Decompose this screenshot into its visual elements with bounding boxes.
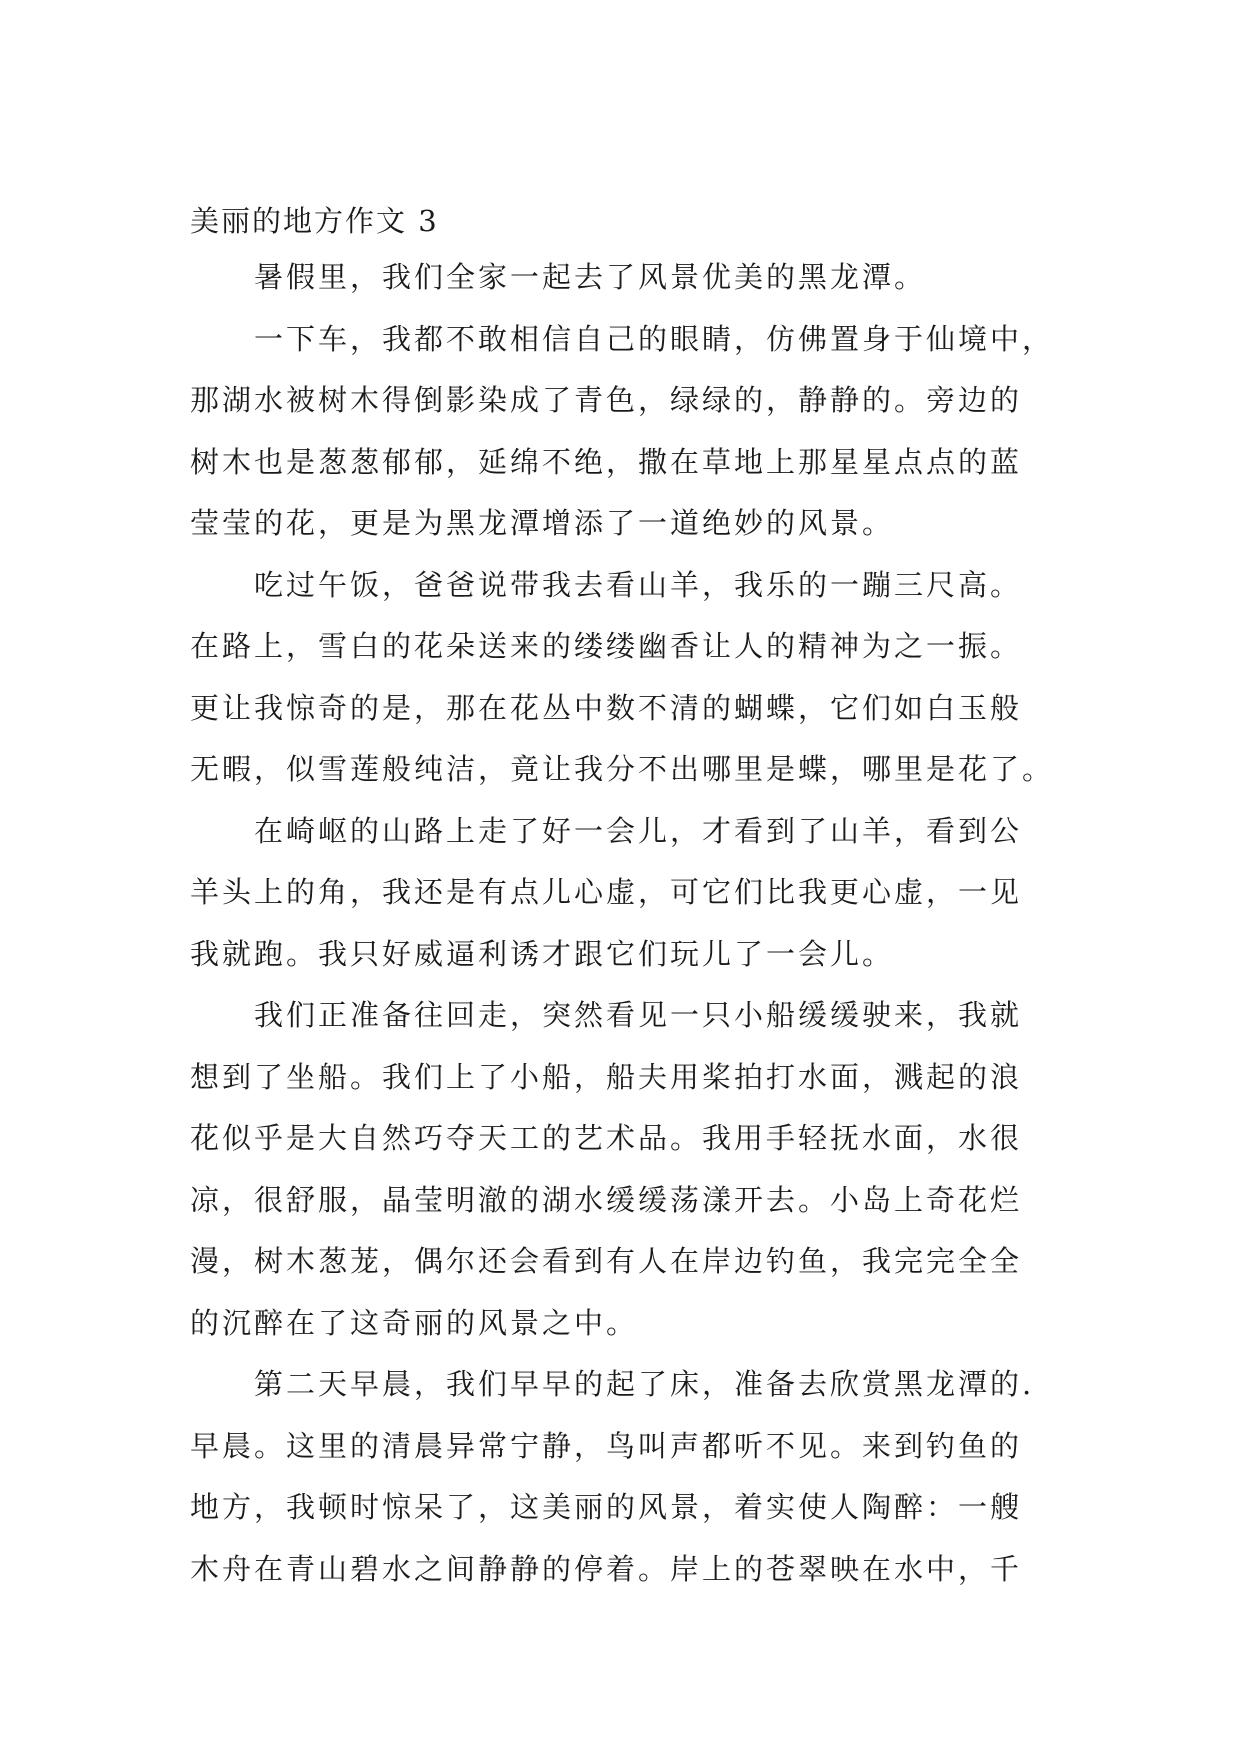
paragraph-line: 一下车，我都不敢相信自己的眼睛，仿佛置身于仙境中， — [190, 321, 1055, 356]
paragraph-line: 第二天早晨，我们早早的起了床，准备去欣赏黑龙潭的. — [190, 1367, 1035, 1401]
paragraph-line: 在崎岖的山路上走了好一会儿，才看到了山羊，看到公 — [190, 813, 1023, 848]
paragraph-line: 早晨。这里的清晨异常宁静，鸟叫声都听不见。来到钓鱼的 — [190, 1428, 1023, 1463]
paragraph-line: 木舟在青山碧水之间静静的停着。岸上的苍翠映在水中，千 — [190, 1551, 1023, 1586]
paragraph-line: 想到了坐船。我们上了小船，船夫用桨拍打水面，溅起的浪 — [190, 1059, 1023, 1094]
essay-body — [190, 200, 1055, 1600]
paragraph-line: 漫，树木葱茏，偶尔还会看到有人在岸边钓鱼，我完完全全 — [190, 1244, 1023, 1278]
paragraph-line: 我们正准备往回走，突然看见一只小船缓缓驶来，我就 — [190, 998, 1023, 1032]
paragraph-line: 羊头上的角，我还是有点儿心虚，可它们比我更心虚，一见 — [190, 875, 1023, 909]
paragraph-line: 暑假里，我们全家一起去了风景优美的黑龙潭。 — [190, 260, 927, 294]
paragraph-line: 树木也是葱葱郁郁，延绵不绝，撒在草地上那星星点点的蓝 — [190, 444, 1023, 479]
essay-title: 美丽的地方作文 3 — [190, 204, 439, 238]
paragraph-line: 我就跑。我只好威逼利诱才跟它们玩儿了一会儿。 — [190, 936, 895, 971]
paragraph-line: 凉，很舒服，晶莹明澈的湖水缓缓荡漾开去。小岛上奇花烂 — [190, 1182, 1023, 1217]
paragraph-line: 的沉醉在了这奇丽的风景之中。 — [190, 1305, 639, 1340]
paragraph-line: 地方，我顿时惊呆了，这美丽的风景，着实使人陶醉：一艘 — [190, 1490, 1023, 1524]
paragraph-line: 那湖水被树木得倒影染成了青色，绿绿的，静静的。旁边的 — [190, 383, 1023, 417]
paragraph-line: 莹莹的花，更是为黑龙潭增添了一道绝妙的风景。 — [190, 506, 895, 540]
paragraph-line: 无暇，似雪莲般纯洁，竟让我分不出哪里是蝶，哪里是花了。 — [190, 752, 1055, 786]
paragraph-line: 吃过午饭，爸爸说带我去看山羊，我乐的一蹦三尺高。 — [190, 567, 1023, 602]
paragraph-line: 更让我惊奇的是，那在花丛中数不清的蝴蝶，它们如白玉般 — [190, 690, 1023, 725]
paragraph-list — [190, 247, 1055, 1600]
paragraph-line: 在路上，雪白的花朵送来的缕缕幽香让人的精神为之一振。 — [190, 629, 1023, 663]
paragraph-line: 花似乎是大自然巧夺天工的艺术品。我用手轻抚水面，水很 — [190, 1121, 1023, 1155]
